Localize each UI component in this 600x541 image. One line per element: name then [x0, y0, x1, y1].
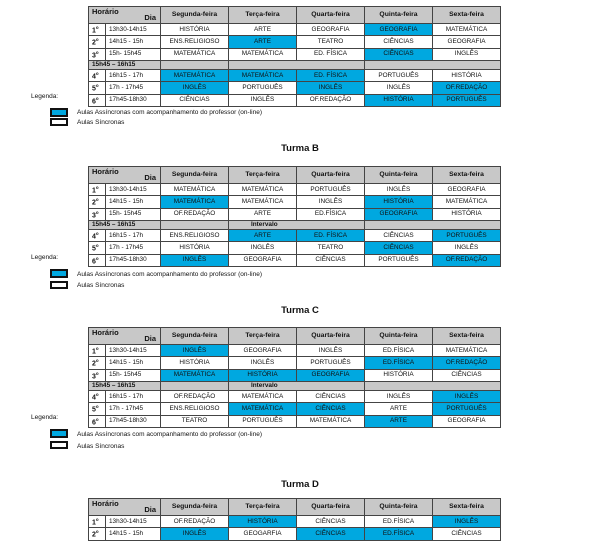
subject-cell-async: PORTUGUÊS: [433, 229, 501, 241]
subject-cell: PORTUGUÊS: [229, 415, 297, 427]
ordinal-mark: o: [95, 416, 99, 422]
horario-label: Horário: [92, 167, 119, 176]
period-number: [89, 242, 106, 254]
subject-cell-async: HISTÓRIA: [365, 196, 433, 208]
subject-cell: INGLÊS: [365, 184, 433, 196]
subject-cell: INGLÊS: [365, 390, 433, 402]
subject-cell-async: HISTÓRIA: [229, 369, 297, 381]
period-number: [89, 403, 106, 415]
period-number: [89, 36, 106, 48]
period-number: [89, 48, 106, 60]
subject-cell-async: GEOGRAFIA: [365, 24, 433, 36]
subject-cell: GEOGRAFIA: [229, 345, 297, 357]
subject-cell-async: HISTÓRIA: [229, 516, 297, 528]
subject-cell-async: OF.REDAÇÃO: [433, 357, 501, 369]
break-cell: [161, 60, 229, 69]
subject-cell: ED.FÍSICA: [365, 516, 433, 528]
period-number: [89, 208, 106, 220]
period-number-value: 3: [92, 51, 96, 59]
turma-c-title: Turma C: [281, 305, 319, 316]
subject-cell: INGLÊS: [433, 242, 501, 254]
break-row: [89, 220, 501, 229]
header-row: [89, 328, 501, 345]
class-row: [89, 254, 501, 266]
ordinal-mark: o: [95, 70, 99, 76]
class-row: [89, 24, 501, 36]
subject-cell: CIÊNCIAS: [365, 36, 433, 48]
period-number-value: 4: [92, 73, 96, 81]
subject-cell-async: MATEMÁTICA: [161, 369, 229, 381]
class-row: [89, 229, 501, 241]
subject-cell: GEOGRAFIA: [297, 24, 365, 36]
period-time: 15h- 15h45: [106, 208, 161, 220]
period-number-value: 5: [92, 85, 96, 93]
class-row: [89, 415, 501, 427]
subject-cell-async: ED. FÍSICA: [297, 69, 365, 81]
break-cell: [365, 381, 501, 390]
period-number: [89, 345, 106, 357]
subject-cell: INGLÊS: [229, 242, 297, 254]
subject-cell: HISTÓRIA: [365, 369, 433, 381]
subject-cell-async: MATEMÁTICA: [229, 69, 297, 81]
class-row: [89, 48, 501, 60]
legend-async-swatch: [50, 269, 68, 278]
period-number-value: 1: [92, 348, 96, 356]
subject-cell-async: INGLÊS: [161, 82, 229, 94]
period-number: [89, 82, 106, 94]
subject-cell: PORTUGUÊS: [365, 254, 433, 266]
day-header: Terça-feira: [229, 7, 297, 24]
break-cell: [161, 220, 229, 229]
legend-async-swatch: [50, 429, 68, 438]
subject-cell: ARTE: [229, 208, 297, 220]
break-time: 15h45 – 16h15: [89, 60, 161, 69]
day-header: Segunda-feira: [161, 167, 229, 184]
period-number-value: 6: [92, 97, 96, 105]
ordinal-mark: o: [95, 243, 99, 249]
day-header: Sexta-feira: [433, 167, 501, 184]
ordinal-mark: o: [95, 529, 99, 535]
period-number-value: 6: [92, 257, 96, 265]
period-number-value: 1: [92, 187, 96, 195]
period-number: [89, 390, 106, 402]
subject-cell: ED.FÍSICA: [365, 345, 433, 357]
subject-cell-async: MATEMÁTICA: [161, 69, 229, 81]
class-row: [89, 390, 501, 402]
period-number-value: 1: [92, 27, 96, 35]
break-cell: [365, 60, 501, 69]
legend-sync-text: Aulas Síncronas: [77, 282, 125, 289]
period-time: 16h15 - 17h: [106, 390, 161, 402]
subject-cell-async: MATEMÁTICA: [161, 196, 229, 208]
subject-cell: OF.REDAÇÃO: [161, 516, 229, 528]
dia-label: Dia: [144, 13, 156, 22]
legend-sync-text: Aulas Síncronas: [77, 119, 125, 126]
subject-cell-async: INGLÊS: [297, 82, 365, 94]
ordinal-mark: o: [95, 391, 99, 397]
period-time: 16h15 - 17h: [106, 69, 161, 81]
subject-cell: ENS.RELIGIOSO: [161, 229, 229, 241]
period-time: 16h15 - 17h: [106, 229, 161, 241]
period-number-value: 3: [92, 372, 96, 380]
period-number-value: 2: [92, 39, 96, 47]
class-row: [89, 242, 501, 254]
subject-cell: MATEMÁTICA: [229, 196, 297, 208]
break-label: Intervalo: [229, 220, 365, 229]
horario-dia-header: [89, 328, 161, 345]
day-header: Terça-feira: [229, 328, 297, 345]
period-number: [89, 369, 106, 381]
class-row: [89, 36, 501, 48]
timetable-turma-d: [88, 498, 501, 541]
subject-cell-async: OF.REDAÇÃO: [433, 254, 501, 266]
period-time: 14h15 - 15h: [106, 36, 161, 48]
legend-sync-swatch: [50, 281, 68, 289]
class-row: [89, 528, 501, 540]
subject-cell: CIÊNCIAS: [365, 229, 433, 241]
timetable-turma-b: [88, 166, 501, 267]
subject-cell: INGLÊS: [297, 345, 365, 357]
subject-cell: MATEMÁTICA: [433, 196, 501, 208]
legend-label-c: Legenda:: [31, 414, 59, 421]
period-number: [89, 196, 106, 208]
day-header: Segunda-feira: [161, 328, 229, 345]
timetable-turma-c: [88, 327, 501, 428]
subject-cell-async: PORTUGUÊS: [433, 403, 501, 415]
day-header: Segunda-feira: [161, 7, 229, 24]
subject-cell: ENS.RELIGIOSO: [161, 403, 229, 415]
subject-cell-async: INGLÊS: [161, 528, 229, 540]
ordinal-mark: o: [95, 230, 99, 236]
subject-cell-async: INGLÊS: [433, 390, 501, 402]
subject-cell: ARTE: [365, 403, 433, 415]
subject-cell-async: INGLÊS: [433, 516, 501, 528]
subject-cell: ARTE: [229, 24, 297, 36]
class-row: [89, 369, 501, 381]
day-header: Quarta-feira: [297, 7, 365, 24]
period-time: 17h45-18h30: [106, 254, 161, 266]
day-header: Quarta-feira: [297, 499, 365, 516]
subject-cell-async: ED.FÍSICA: [365, 357, 433, 369]
class-row: [89, 403, 501, 415]
class-row: [89, 196, 501, 208]
ordinal-mark: o: [95, 185, 99, 190]
subject-cell: GEOGRAFIA: [229, 254, 297, 266]
subject-cell: ED. FÍSICA: [297, 48, 365, 60]
legend-async-swatch: [50, 108, 68, 117]
subject-cell: MATEMÁTICA: [161, 48, 229, 60]
subject-cell: HISTÓRIA: [433, 208, 501, 220]
period-number: [89, 528, 106, 540]
subject-cell: PORTUGUÊS: [297, 357, 365, 369]
period-number-value: 5: [92, 406, 96, 414]
period-time: 15h- 15h45: [106, 48, 161, 60]
day-header: Sexta-feira: [433, 328, 501, 345]
subject-cell: GEOGRAFIA: [433, 415, 501, 427]
subject-cell: MATEMÁTICA: [229, 48, 297, 60]
day-header: Quarta-feira: [297, 167, 365, 184]
class-row: [89, 208, 501, 220]
horario-dia-header: [89, 7, 161, 24]
period-time: 13h30-14h15: [106, 24, 161, 36]
break-label: [229, 60, 365, 69]
legend-async-text: Aulas Assíncronas com acompanhamento do professor (on-line): [77, 271, 262, 278]
class-row: [89, 69, 501, 81]
subject-cell: GEOGRAFIA: [433, 36, 501, 48]
subject-cell: CIÊNCIAS: [297, 516, 365, 528]
horario-dia-header: [89, 499, 161, 516]
subject-cell-async: OF.REDAÇÃO: [433, 82, 501, 94]
horario-label: Horário: [92, 7, 119, 16]
subject-cell: MATEMÁTICA: [161, 184, 229, 196]
break-cell: [365, 220, 501, 229]
subject-cell: CIÊNCIAS: [297, 254, 365, 266]
ordinal-mark: o: [95, 25, 99, 30]
class-row: [89, 82, 501, 94]
legend-async-text: Aulas Assíncronas com acompanhamento do professor (on-line): [77, 431, 262, 438]
dia-label: Dia: [144, 334, 156, 343]
subject-cell-async: ARTE: [229, 36, 297, 48]
subject-cell-async: HISTÓRIA: [365, 94, 433, 106]
subject-cell-async: GEOGRAFIA: [365, 208, 433, 220]
turma-d-title: Turma D: [281, 479, 319, 490]
break-cell: [161, 381, 229, 390]
period-time: 13h30-14h15: [106, 345, 161, 357]
ordinal-mark: o: [95, 95, 99, 101]
period-number: [89, 69, 106, 81]
period-time: 14h15 - 15h: [106, 528, 161, 540]
period-time: 13h30-14h15: [106, 184, 161, 196]
subject-cell: MATEMÁTICA: [433, 345, 501, 357]
subject-cell-async: INGLÊS: [161, 345, 229, 357]
day-header: Sexta-feira: [433, 7, 501, 24]
break-row: [89, 60, 501, 69]
header-row: [89, 499, 501, 516]
day-header: Sexta-feira: [433, 499, 501, 516]
subject-cell: GEOGARFIA: [229, 528, 297, 540]
subject-cell: TEATRO: [297, 242, 365, 254]
break-time: 15h45 – 16h15: [89, 381, 161, 390]
class-row: [89, 94, 501, 106]
period-time: 17h - 17h45: [106, 82, 161, 94]
header-row: [89, 7, 501, 24]
class-row: [89, 357, 501, 369]
period-number-value: 6: [92, 418, 96, 426]
period-time: 17h45-18h30: [106, 94, 161, 106]
class-row: [89, 184, 501, 196]
ordinal-mark: o: [95, 209, 99, 215]
period-time: 17h - 17h45: [106, 242, 161, 254]
period-number: [89, 94, 106, 106]
period-time: 17h - 17h45: [106, 403, 161, 415]
legend-sync-text: Aulas Síncronas: [77, 443, 125, 450]
subject-cell-async: GEOGRAFIA: [297, 369, 365, 381]
subject-cell: TEATRO: [161, 415, 229, 427]
class-row: [89, 345, 501, 357]
subject-cell: MATEMÁTICA: [229, 184, 297, 196]
subject-cell: CIÊNCIAS: [161, 94, 229, 106]
period-number-value: 4: [92, 394, 96, 402]
class-row: [89, 516, 501, 528]
subject-cell: INGLÊS: [365, 82, 433, 94]
period-number: [89, 415, 106, 427]
subject-cell-async: CIÊNCIAS: [297, 528, 365, 540]
period-time: 15h- 15h45: [106, 369, 161, 381]
ordinal-mark: o: [95, 346, 99, 351]
timetable-turma-a: [88, 6, 501, 107]
period-number: [89, 184, 106, 196]
day-header: Quinta-feira: [365, 7, 433, 24]
subject-cell-async: MATEMÁTICA: [229, 403, 297, 415]
ordinal-mark: o: [95, 517, 99, 522]
subject-cell: MATEMÁTICA: [433, 24, 501, 36]
ordinal-mark: o: [95, 37, 99, 43]
period-number: [89, 254, 106, 266]
day-header: Quinta-feira: [365, 328, 433, 345]
ordinal-mark: o: [95, 49, 99, 55]
subject-cell-async: INGLÊS: [161, 254, 229, 266]
period-time: 14h15 - 15h: [106, 196, 161, 208]
ordinal-mark: o: [95, 255, 99, 261]
subject-cell: CIÊNCIAS: [433, 369, 501, 381]
subject-cell: MATEMÁTICA: [229, 390, 297, 402]
period-number: [89, 229, 106, 241]
ordinal-mark: o: [95, 197, 99, 203]
subject-cell: GEOGRAFIA: [433, 184, 501, 196]
break-label: Intervalo: [229, 381, 365, 390]
subject-cell: MATEMÁTICA: [297, 415, 365, 427]
subject-cell-async: ARTE: [365, 415, 433, 427]
horario-label: Horário: [92, 499, 119, 508]
subject-cell: PORTUGUÊS: [229, 82, 297, 94]
day-header: Quinta-feira: [365, 167, 433, 184]
turma-b-title: Turma B: [281, 143, 319, 154]
period-number-value: 2: [92, 531, 96, 539]
period-number: [89, 24, 106, 36]
period-number-value: 3: [92, 211, 96, 219]
subject-cell: PORTUGUÊS: [297, 184, 365, 196]
subject-cell-async: PORTUGUÊS: [433, 94, 501, 106]
legend-label-a: Legenda:: [31, 93, 59, 100]
dia-label: Dia: [144, 173, 156, 182]
subject-cell: HISTÓRIA: [161, 357, 229, 369]
ordinal-mark: o: [95, 404, 99, 410]
period-number: [89, 357, 106, 369]
subject-cell: INGLÊS: [297, 196, 365, 208]
day-header: Segunda-feira: [161, 499, 229, 516]
legend-label-b: Legenda:: [31, 254, 59, 261]
day-header: Quarta-feira: [297, 328, 365, 345]
legend-async-text: Aulas Assíncronas com acompanhamento do professor (on-line): [77, 109, 262, 116]
subject-cell: CIÊNCIAS: [433, 528, 501, 540]
horario-label: Horário: [92, 328, 119, 337]
legend-sync-swatch: [50, 118, 68, 126]
subject-cell-async: ED. FÍSICA: [297, 229, 365, 241]
day-header: Terça-feira: [229, 167, 297, 184]
period-number: [89, 516, 106, 528]
subject-cell: HISTÓRIA: [161, 24, 229, 36]
subject-cell: INGLÊS: [433, 48, 501, 60]
subject-cell: HISTÓRIA: [433, 69, 501, 81]
period-time: 14h15 - 15h: [106, 357, 161, 369]
ordinal-mark: o: [95, 83, 99, 89]
period-number-value: 5: [92, 245, 96, 253]
subject-cell: TEATRO: [297, 36, 365, 48]
period-number-value: 1: [92, 519, 96, 527]
horario-dia-header: [89, 167, 161, 184]
subject-cell: CIÊNCIAS: [297, 390, 365, 402]
subject-cell: PORTUGUÊS: [365, 69, 433, 81]
period-time: 13h30-14h15: [106, 516, 161, 528]
period-number-value: 2: [92, 360, 96, 368]
period-number-value: 4: [92, 233, 96, 241]
day-header: Terça-feira: [229, 499, 297, 516]
subject-cell: INGLÊS: [229, 94, 297, 106]
subject-cell-async: ARTE: [229, 229, 297, 241]
subject-cell: ED.FÍSICA: [297, 208, 365, 220]
ordinal-mark: o: [95, 358, 99, 364]
period-time: 17h45-18h30: [106, 415, 161, 427]
subject-cell: OF.REDAÇÃO: [161, 208, 229, 220]
subject-cell-async: CIÊNCIAS: [365, 242, 433, 254]
subject-cell: HISTÓRIA: [161, 242, 229, 254]
subject-cell: OF.REDAÇÃO: [161, 390, 229, 402]
subject-cell-async: CIÊNCIAS: [365, 48, 433, 60]
period-number-value: 2: [92, 199, 96, 207]
subject-cell-async: CIÊNCIAS: [297, 403, 365, 415]
header-row: [89, 167, 501, 184]
break-time: 15h45 – 16h15: [89, 220, 161, 229]
subject-cell: ENS.RELIGIOSO: [161, 36, 229, 48]
subject-cell: INGLÊS: [229, 357, 297, 369]
legend-sync-swatch: [50, 441, 68, 449]
subject-cell-async: ED.FÍSICA: [365, 528, 433, 540]
dia-label: Dia: [144, 505, 156, 514]
day-header: Quinta-feira: [365, 499, 433, 516]
subject-cell: OF.REDAÇÃO: [297, 94, 365, 106]
break-row: [89, 381, 501, 390]
ordinal-mark: o: [95, 370, 99, 376]
